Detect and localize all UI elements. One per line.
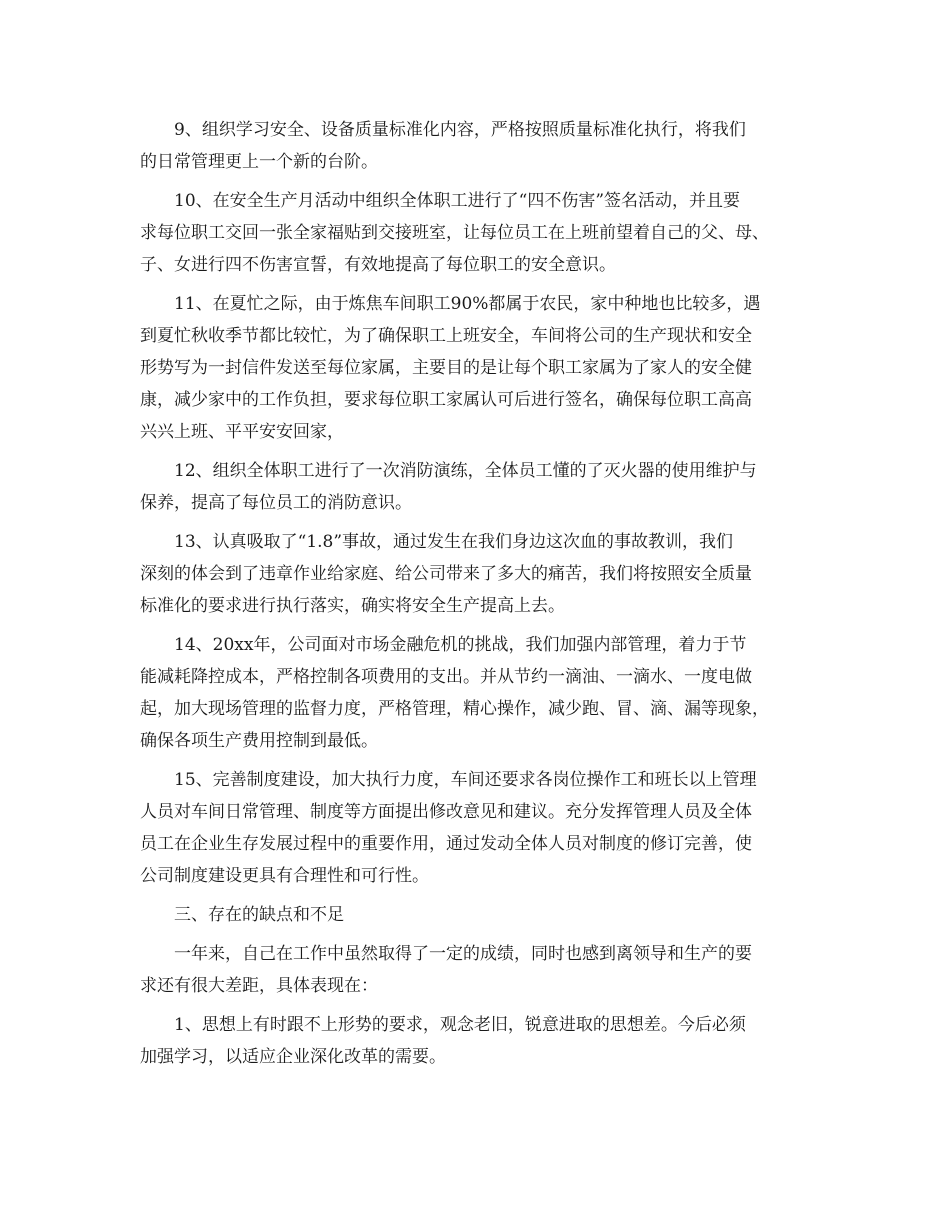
paragraph-item-12 <box>140 455 820 519</box>
paragraph-line: 12、组织全体职工进行了一次消防演练，全体员工懂的了灭火器的使用维护与 <box>174 461 757 481</box>
paragraph-item-10 <box>140 185 820 281</box>
paragraph-line: 子、女进行四不伤害宣誓，有效地提高了每位职工的安全意识。 <box>140 255 616 275</box>
paragraph-line: 11、在夏忙之际，由于炼焦车间职工90%都属于农民，家中种地也比较多，遇 <box>174 294 761 314</box>
paragraph-line: 14、20xx年，公司面对市场金融危机的挑战，我们加强内部管理，着力于节 <box>174 635 747 655</box>
paragraph-line: 9、组织学习安全、设备质量标准化内容，严格按照质量标准化执行，将我们 <box>174 120 746 140</box>
paragraph-line: 15、完善制度建设，加大执行力度，车间还要求各岗位操作工和班长以上管理 <box>174 770 757 790</box>
paragraph-line: 求还有很大差距，具体表现在： <box>140 976 378 996</box>
paragraph-line: 深刻的体会到了违章作业给家庭、给公司带来了多大的痛苦，我们将按照安全质量 <box>140 564 752 584</box>
paragraph-line: 标准化的要求进行执行落实，确实将安全生产提高上去。 <box>140 596 565 616</box>
document-body <box>140 114 820 1073</box>
paragraph-line: 康，减少家中的工作负担，要求每位职工家属认可后进行签名，确保每位职工高高 <box>140 390 752 410</box>
paragraph-line: 能减耗降控成本，严格控制各项费用的支出。并从节约一滴油、一滴水、一度电做 <box>140 667 752 687</box>
paragraph-line: 人员对车间日常管理、制度等方面提出修改意见和建议。充分发挥管理人员及全体 <box>140 802 752 822</box>
paragraph-line: 起，加大现场管理的监督力度，严格管理，精心操作，减少跑、冒、滴、漏等现象， <box>140 699 769 719</box>
paragraph-item-11 <box>140 288 820 448</box>
paragraph-line: 求每位职工交回一张全家福贴到交接班室，让每位员工在上班前望着自己的父、母、 <box>140 223 769 243</box>
paragraph-line: 兴兴上班、平平安安回家， <box>140 422 344 442</box>
section-heading-text: 三、存在的缺点和不足 <box>174 905 344 925</box>
paragraph-shortcoming-1 <box>140 1009 820 1073</box>
paragraph-line: 员工在企业生存发展过程中的重要作用，通过发动全体人员对制度的修订完善，使 <box>140 834 752 854</box>
paragraph-line: 13、认真吸取了“1.8”事故，通过发生在我们身边这次血的事故教训，我们 <box>174 532 734 552</box>
paragraph-item-13 <box>140 526 820 622</box>
paragraph-line: 一年来，自己在工作中虽然取得了一定的成绩，同时也感到离领导和生产的要 <box>174 944 752 964</box>
paragraph-line: 形势写为一封信件发送至每位家属，主要目的是让每个职工家属为了家人的安全健 <box>140 358 752 378</box>
paragraph-line: 1、思想上有时跟不上形势的要求，观念老旧，锐意进取的思想差。今后必须 <box>174 1015 746 1035</box>
paragraph-line: 确保各项生产费用控制到最低。 <box>140 731 378 751</box>
paragraph-line: 保养，提高了每位员工的消防意识。 <box>140 493 412 513</box>
paragraph-line: 10、在安全生产月活动中组织全体职工进行了“四不伤害”签名活动，并且要 <box>174 191 741 211</box>
paragraph-summary <box>140 938 820 1002</box>
paragraph-item-9 <box>140 114 820 178</box>
paragraph-line: 的日常管理更上一个新的台阶。 <box>140 152 378 172</box>
paragraph-line: 加强学习，以适应企业深化改革的需要。 <box>140 1047 446 1067</box>
paragraph-line: 到夏忙秋收季节都比较忙，为了确保职工上班安全，车间将公司的生产现状和安全 <box>140 326 752 346</box>
section-heading <box>140 899 820 931</box>
paragraph-item-14 <box>140 629 820 757</box>
paragraph-item-15 <box>140 764 820 892</box>
paragraph-line: 公司制度建设更具有合理性和可行性。 <box>140 866 429 886</box>
